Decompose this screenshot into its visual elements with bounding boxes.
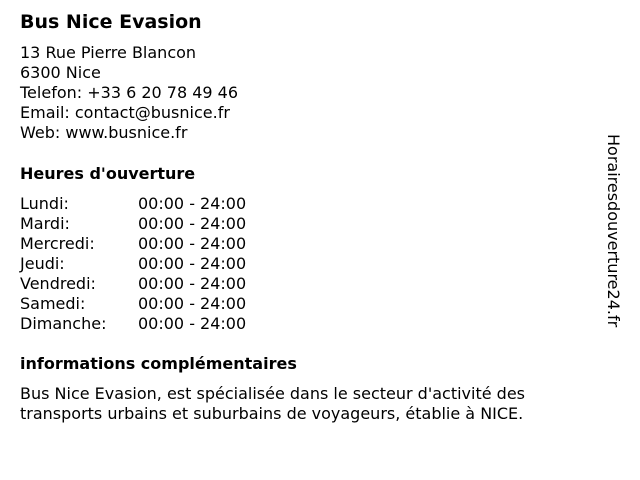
hours-row-saturday	[20, 294, 246, 314]
time-range: 00:00 - 24:00	[138, 254, 247, 273]
day-label: Samedi:	[20, 294, 86, 313]
additional-info-heading: informations complémentaires	[20, 354, 297, 373]
phone-text: Telefon: +33 6 20 78 49 46	[20, 83, 239, 102]
site-watermark: Horairesdouverture24.fr	[604, 134, 623, 328]
hours-row-sunday	[20, 314, 246, 334]
hours-row-tuesday	[20, 214, 246, 234]
business-name: Bus Nice Evasion	[20, 11, 202, 33]
hours-row-thursday	[20, 254, 246, 274]
additional-info-text: Bus Nice Evasion, est spécialisée dans le secteur d'activité des transports urbains et suburbains de voyageurs, établie à NICE.	[20, 384, 525, 423]
contact-block	[20, 43, 238, 143]
hours-row-friday	[20, 274, 246, 294]
day-label: Lundi:	[20, 194, 69, 213]
address-line-street: 13 Rue Pierre Blancon	[20, 43, 197, 62]
hours-row-monday	[20, 194, 246, 214]
day-label: Mardi:	[20, 214, 70, 233]
time-range: 00:00 - 24:00	[138, 294, 247, 313]
email-text: Email: contact@busnice.fr	[20, 103, 230, 122]
address-line-city: 6300 Nice	[20, 63, 101, 82]
day-label: Vendredi:	[20, 274, 96, 293]
time-range: 00:00 - 24:00	[138, 234, 247, 253]
day-label: Mercredi:	[20, 234, 95, 253]
time-range: 00:00 - 24:00	[138, 274, 247, 293]
website-text: Web: www.busnice.fr	[20, 123, 188, 142]
time-range: 00:00 - 24:00	[138, 214, 247, 233]
hours-row-wednesday	[20, 234, 246, 254]
opening-hours-table	[20, 194, 246, 334]
opening-hours-heading: Heures d'ouverture	[20, 164, 196, 183]
time-range: 00:00 - 24:00	[138, 194, 247, 213]
day-label: Jeudi:	[20, 254, 65, 273]
day-label: Dimanche:	[20, 314, 107, 333]
time-range: 00:00 - 24:00	[138, 314, 247, 333]
